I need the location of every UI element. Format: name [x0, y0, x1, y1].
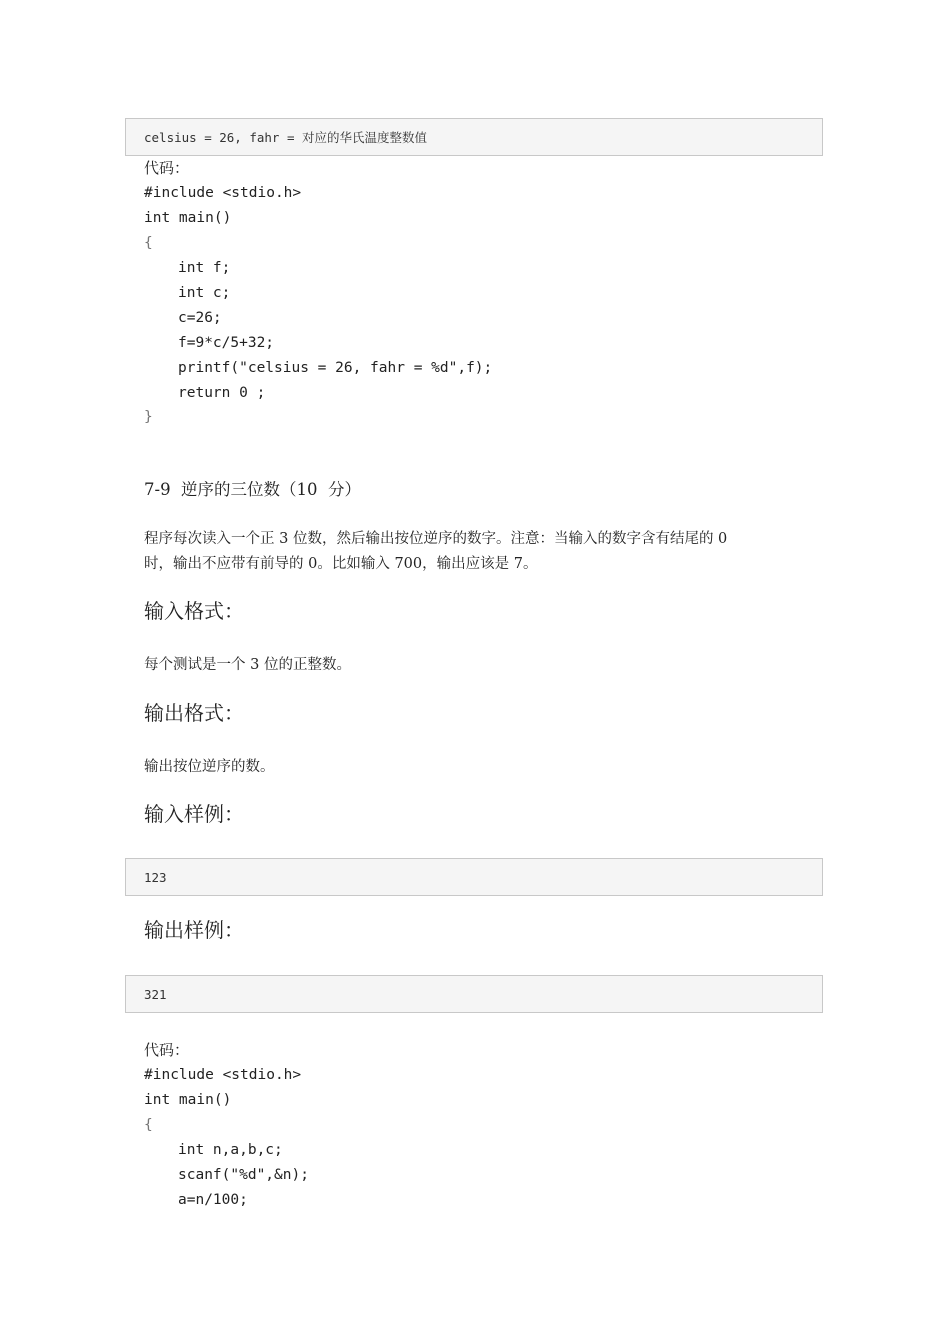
- output-format-heading: 输出格式：: [144, 701, 244, 725]
- code-line: f=9*c/5+32;: [178, 335, 275, 351]
- problem-description-line-2: 时，输出不应带有前导的 0。比如输入 700，输出应该是 7。: [144, 556, 538, 572]
- code-line: a=n/100;: [178, 1192, 248, 1208]
- output-format-text: 输出按位逆序的数。: [144, 759, 275, 775]
- code-line: c=26;: [178, 310, 222, 326]
- code-label: 代码：: [144, 159, 190, 177]
- code-line: printf("celsius = 26, fahr = %d",f);: [178, 360, 493, 376]
- problem-title: 7-9 逆序的三位数（10 分）: [144, 480, 362, 499]
- code-line: int f;: [178, 260, 231, 276]
- sample-output-text: celsius = 26, fahr = 对应的华氏温度整数值: [144, 130, 428, 145]
- code-line: {: [144, 1117, 153, 1133]
- code-line: #include <stdio.h>: [144, 1067, 302, 1083]
- code-line: int c;: [178, 285, 231, 301]
- problem-description-line-1: 程序每次读入一个正 3 位数，然后输出按位逆序的数字。注意：当输入的数字含有结尾的 0: [144, 531, 728, 547]
- code-line: scanf("%d",&n);: [178, 1167, 309, 1183]
- output-sample-heading: 输出样例：: [144, 918, 244, 942]
- code-line: int main(): [144, 1092, 232, 1108]
- input-sample-text: 123: [144, 869, 167, 885]
- code-line: #include <stdio.h>: [144, 185, 302, 201]
- output-sample-text: 321: [144, 986, 167, 1002]
- code-line: int main(): [144, 210, 232, 226]
- output-sample-box: [125, 975, 823, 1013]
- code-line: int n,a,b,c;: [178, 1142, 283, 1158]
- code-line: }: [144, 409, 153, 425]
- sample-output-box: [125, 118, 823, 156]
- input-sample-box: [125, 858, 823, 896]
- code-label: 代码：: [144, 1041, 190, 1059]
- input-sample-heading: 输入样例：: [144, 802, 244, 826]
- input-format-heading: 输入格式：: [144, 599, 244, 623]
- input-format-text: 每个测试是一个 3 位的正整数。: [144, 657, 351, 673]
- code-line: return 0 ;: [178, 385, 266, 401]
- code-line: {: [144, 235, 153, 251]
